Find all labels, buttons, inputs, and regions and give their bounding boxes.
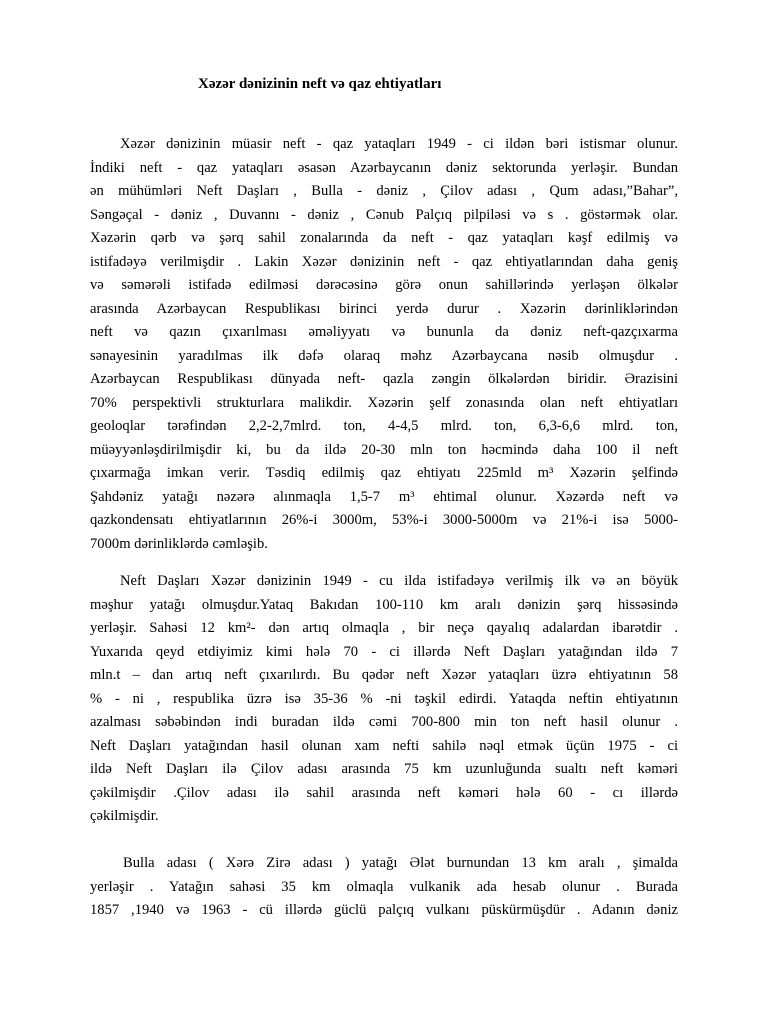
text-line: geoloqlar tərəfindən 2,2-2,7mlrd. ton, 4-4,5 mlrd. ton, 6,3-6,6 mlrd. ton,	[90, 418, 678, 434]
text-line: Azərbaycan Respublikası dünyada neft- qazla zəngin ölkələrdən biridir. Ərazisini	[90, 371, 678, 387]
text-line: İndiki neft - qaz yataqları əsasən Azərbaycanın dəniz sektorunda yerləşir. Bundan	[90, 159, 678, 176]
paragraph-2	[90, 570, 678, 829]
text-line: Xəzərin qərb və şərq sahil zonalarında da neft - qaz yataqları kəşf edilmiş və	[90, 230, 678, 246]
text-line: çəkilmişdir .Çilov adası ilə sahil arasında neft kəməri hələ 60 - cı illərdə	[90, 784, 678, 801]
text-line: məşhur yatağı olmuşdur.Yataq Bakıdan 100-110 km aralı dənizin şərq hissəsində	[90, 596, 678, 613]
text-line: qazkondensatı ehtiyatlarının 26%-i 3000m, 53%-i 3000-5000m və 21%-i isə 5000-	[90, 512, 678, 528]
text-line: mln.t – dan artıq neft çıxarılırdı. Bu qədər neft Xəzər yataqları üzrə ehtiyatının 58	[90, 667, 678, 683]
paragraph-1	[90, 133, 678, 556]
text-line: yerləşir . Yatağın sahəsi 35 km olmaqla vulkanik ada hesab olunur . Burada	[90, 878, 678, 895]
text-line: 7000m dərinliklərdə cəmləşib.	[90, 535, 268, 552]
text-line: Səngəçal - dəniz , Duvannı - dəniz , Cənub Palçıq pilpiləsi və s . göstərmək olar.	[90, 206, 678, 223]
text-line: Neft Daşları yatağından hasil olunan xam nefti sahilə nəql etmək üçün 1975 - ci	[90, 737, 678, 754]
text-line: müəyyənləşdirilmişdir ki, bu da ildə 20-30 mln ton həcmində daha 100 il neft	[90, 441, 678, 458]
text-line: Bulla adası ( Xərə Zirə adası ) yatağı Ələt burnundan 13 km aralı , şimalda	[123, 855, 678, 871]
text-line: 70% perspektivli strukturlara malikdir. Xəzərin şelf zonasında olan neft ehtiyatları	[90, 394, 678, 411]
text-line: 1857 ,1940 və 1963 - cü illərdə güclü palçıq vulkanı püskürmüşdür . Adanın dəniz	[90, 902, 678, 918]
text-line: Xəzər dənizinin müasir neft - qaz yataqları 1949 - ci ildən bəri istismar olunur.	[120, 136, 678, 152]
document-title: Xəzər dənizinin neft və qaz ehtiyatları	[198, 76, 442, 92]
text-line: neft və qazın çıxarılması əməliyyatı və bununla da dəniz neft-qazçıxarma	[90, 324, 678, 340]
text-line: çıxarmağa imkan verir. Təsdiq edilmiş qaz ehtiyatı 225mld m³ Xəzərin şelfində	[90, 465, 678, 481]
text-line: Neft Daşları Xəzər dənizinin 1949 - cu ilda istifadəyə verilmiş ilk və ən böyük	[120, 573, 678, 589]
text-line: çəkilmişdir.	[90, 808, 159, 824]
text-line: və səmərəli istifadə edilməsi dərəcəsinə görə onun sahillərində yerləşən ölkələr	[90, 277, 678, 293]
text-line: azalması səbəbindən indi buradan ildə cəmi 700-800 min ton neft hasil olunur .	[90, 714, 678, 730]
text-line: Şahdəniz yatağı nəzərə alınmaqla 1,5-7 m³ ehtimal olunur. Xəzərdə neft və	[90, 488, 678, 505]
text-line: Yuxarıda qeyd etdiyimiz kimi hələ 70 - ci illərdə Neft Daşları yatağından ildə 7	[90, 643, 678, 660]
text-line: arasında Azərbaycan Respublikası birinci yerdə durur . Xəzərin dərinliklərindən	[90, 300, 678, 317]
text-line: sənayesinin yaradılmas ilk dəfə olaraq məhz Azərbaycana nəsib olmuşdur .	[90, 347, 678, 364]
text-line: yerləşir. Sahəsi 12 km²- dən artıq olmaqla , bir neçə qayalıq adalardan ibarətdir .	[90, 620, 678, 636]
text-line: % - ni , respublika üzrə isə 35-36 % -ni təşkil edirdi. Yataqda neftin ehtiyatının	[90, 690, 678, 707]
text-line: ən mühümləri Neft Daşları , Bulla - dəniz , Çilov adası , Qum adası,”Bahar”,	[90, 183, 678, 199]
text-line: ildə Neft Daşları ilə Çilov adası arasında 75 km uzunluğunda sualtı neft kəməri	[90, 761, 678, 777]
paragraph-3	[90, 852, 678, 923]
text-line: istifadəyə verilmişdir . Lakin Xəzər dənizinin neft - qaz ehtiyatlarından daha geniş	[90, 253, 678, 270]
